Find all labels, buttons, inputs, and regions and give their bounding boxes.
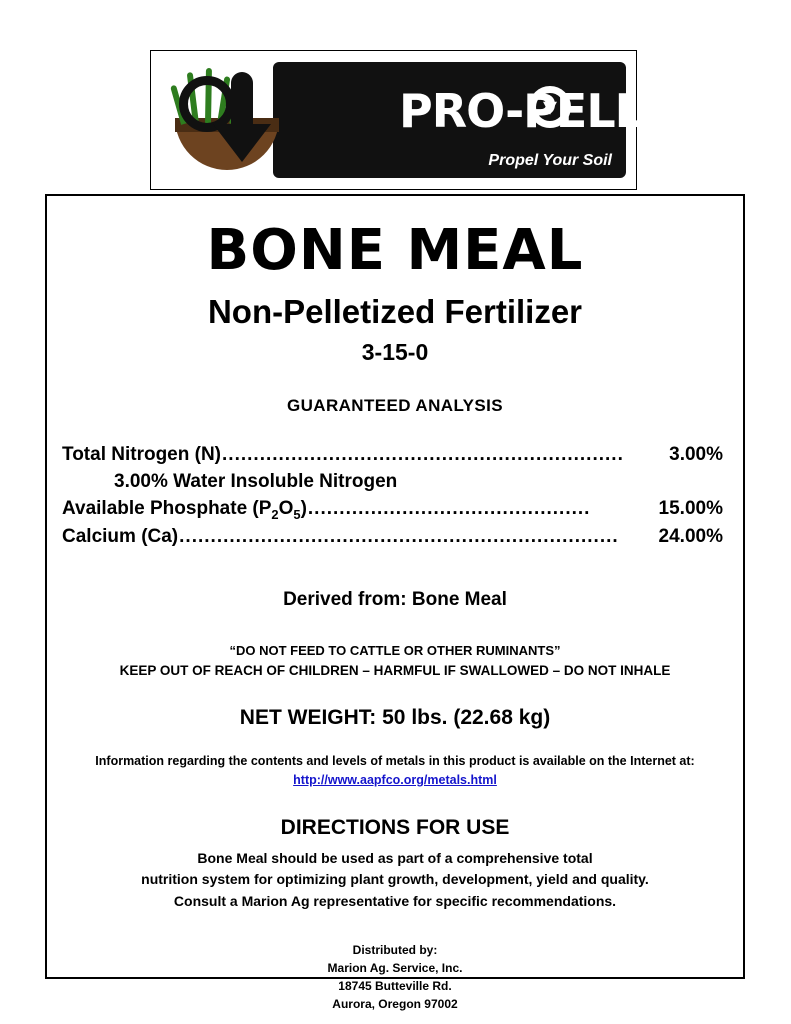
product-title: BONE MEAL xyxy=(206,218,584,283)
analysis-nutrient-name: Available Phosphate $(P_2O_5)$ xyxy=(62,497,307,522)
analysis-row xyxy=(62,496,723,524)
analysis-row xyxy=(114,469,723,496)
guaranteed-analysis-list xyxy=(62,442,723,551)
analysis-nutrient-value: 15.00% xyxy=(658,497,723,519)
npk-ratio: 3-15-0 xyxy=(361,339,429,365)
directions-body xyxy=(47,848,743,913)
analysis-nutrient-value: 3.00% xyxy=(669,444,723,465)
product-subtitle: Non-Pelletized Fertilizer xyxy=(207,293,583,330)
analysis-dot-leader: ............................................. xyxy=(307,497,591,519)
analysis-row xyxy=(62,442,723,469)
directions-line: nutrition system for optimizing plant growth, development, yield and quality. xyxy=(141,871,649,888)
product-label-panel xyxy=(45,194,745,1011)
grass-soil-arrow-icon xyxy=(169,66,289,176)
derived-from-text: Derived from: Bone Meal xyxy=(283,589,507,611)
analysis-nutrient-value: 24.00% xyxy=(658,526,723,548)
analysis-dot-leader: ................................................................ xyxy=(222,444,624,465)
brand-wordmark: PRO-PELL-IT! xyxy=(399,84,728,138)
metals-information-link[interactable]: http://www.aapfco.org/metals.html xyxy=(293,772,497,787)
brand-logo-black-plate xyxy=(273,62,728,178)
distributor-line: Aurora, Oregon 97002 xyxy=(332,996,458,1011)
warning-cattle: “DO NOT FEED TO CATTLE OR OTHER RUMINANTS” xyxy=(229,643,561,659)
directions-line: Bone Meal should be used as part of a comprehensive total xyxy=(197,849,593,866)
directions-heading: DIRECTIONS FOR USE xyxy=(280,815,510,839)
distributed-by-label: Distributed by: xyxy=(352,942,438,957)
brand-logo-box xyxy=(150,50,728,190)
metals-information-text: Information regarding the contents and levels of metals in this product is available on the Internet at: xyxy=(95,754,695,769)
distributor-line: Marion Ag. Service, Inc. xyxy=(327,960,463,975)
guaranteed-analysis-heading: GUARANTEED ANALYSIS xyxy=(286,396,504,415)
net-weight: NET WEIGHT: 50 lbs. (22.68 kg) xyxy=(239,706,551,730)
brand-tagline: Propel Your Soil xyxy=(488,152,612,169)
warning-children: KEEP OUT OF REACH OF CHILDREN – HARMFUL IF SWALLOWED – DO NOT INHALE xyxy=(119,663,671,679)
brand-logo-inner xyxy=(161,60,728,180)
distributor-line: 18745 Butteville Rd. xyxy=(338,978,452,993)
directions-line: Consult a Marion Ag representative for specific recommendations. xyxy=(173,892,617,909)
analysis-nutrient-name: Calcium (Ca) xyxy=(62,526,179,548)
analysis-nutrient-subnote: 3.00% Water Insoluble Nitrogen xyxy=(114,470,398,492)
metals-information xyxy=(69,752,721,790)
analysis-nutrient-name: Total Nitrogen (N) xyxy=(62,444,222,465)
propel-o-icon xyxy=(529,86,571,128)
analysis-row xyxy=(62,524,723,551)
distributor-block xyxy=(47,941,743,1013)
analysis-dot-leader: ...................................................................... xyxy=(179,526,619,548)
